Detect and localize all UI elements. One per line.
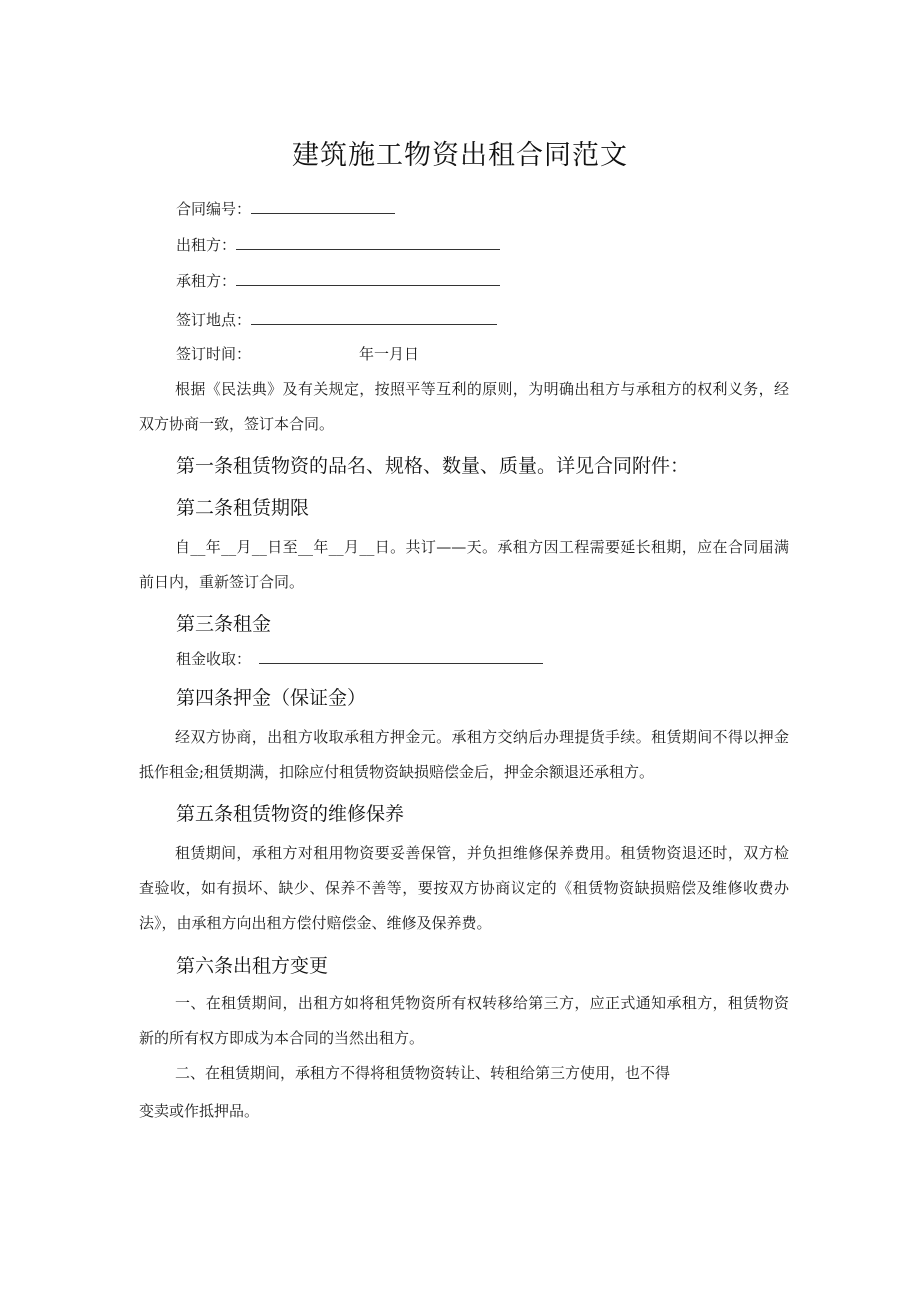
signing-place-field xyxy=(176,309,497,331)
article-4-text: 经双方协商，出租方收取承租方押金元。承租方交纳后办理提货手续。租赁期间不得以押金抵作租金;租赁期满，扣除应付租赁物资缺损赔偿金后，押金余额退还承租方。 xyxy=(139,728,789,781)
article-6-heading: 第六条出租方变更 xyxy=(176,955,329,977)
signing-date-value: 年一月日 xyxy=(359,345,420,363)
signing-place-label: 签订地点： xyxy=(176,311,252,329)
lessor-field xyxy=(176,234,500,256)
signing-place-blank xyxy=(251,310,497,325)
lessor-label: 出租方： xyxy=(176,236,237,254)
article-5-heading: 第五条租赁物资的维修保养 xyxy=(176,803,405,825)
rent-collection-field xyxy=(176,648,543,670)
intro-paragraph: 根据《民法典》及有关规定，按照平等互利的原则，为明确出租方与承租方的权利义务，经双方协商一致，签订本合同。 xyxy=(139,380,789,433)
article-3-heading: 第三条租金 xyxy=(176,613,272,635)
article-2-text: 自__年__月__日至__年__月__日。共订——天。承租方因工程需要延长租期，应在合同届满前日内，重新签订合同。 xyxy=(139,538,789,591)
lessee-blank xyxy=(236,271,500,286)
lessee-field xyxy=(176,270,500,292)
article-6-item-2-line-1: 二、在租赁期间，承租方不得将租赁物资转让、转租给第三方使用，也不得 xyxy=(175,1064,671,1082)
rent-collection-blank xyxy=(259,649,543,664)
contract-number-blank xyxy=(251,199,395,214)
signing-date-field xyxy=(176,343,419,365)
article-6-item-2-continued xyxy=(139,1094,789,1129)
contract-number-label: 合同编号： xyxy=(176,200,252,218)
article-6-item-2 xyxy=(139,1056,789,1091)
article-2-heading: 第二条租赁期限 xyxy=(176,497,310,519)
lessor-blank xyxy=(236,235,500,250)
signing-date-label: 签订时间： xyxy=(176,345,252,363)
article-5-text: 租赁期间，承租方对租用物资要妥善保管，并负担维修保养费用。租赁物资退还时，双方检查验收，如有损坏、缺少、保养不善等，要按双方协商议定的《租赁物资缺损赔偿及维修收费办法》，由承租方向出租方偿付赔偿金、维修及保养费。 xyxy=(139,844,789,932)
article-6-item-2-line-2: 变卖或作抵押品。 xyxy=(139,1102,260,1120)
lessee-label: 承租方： xyxy=(176,272,237,290)
rent-collection-label: 租金收取： xyxy=(176,650,252,668)
contract-number-field xyxy=(176,198,395,220)
article-4-heading: 第四条押金（保证金） xyxy=(176,687,367,709)
document-title: 建筑施工物资出租合同范文 xyxy=(292,140,628,171)
article-6-item-1: 一、在租赁期间，出租方如将租凭物资所有权转移给第三方，应正式通知承租方，租赁物资新的所有权方即成为本合同的当然出租方。 xyxy=(139,994,789,1047)
article-1-heading: 第一条租赁物资的品名、规格、数量、质量。详见合同附件： xyxy=(176,455,690,477)
